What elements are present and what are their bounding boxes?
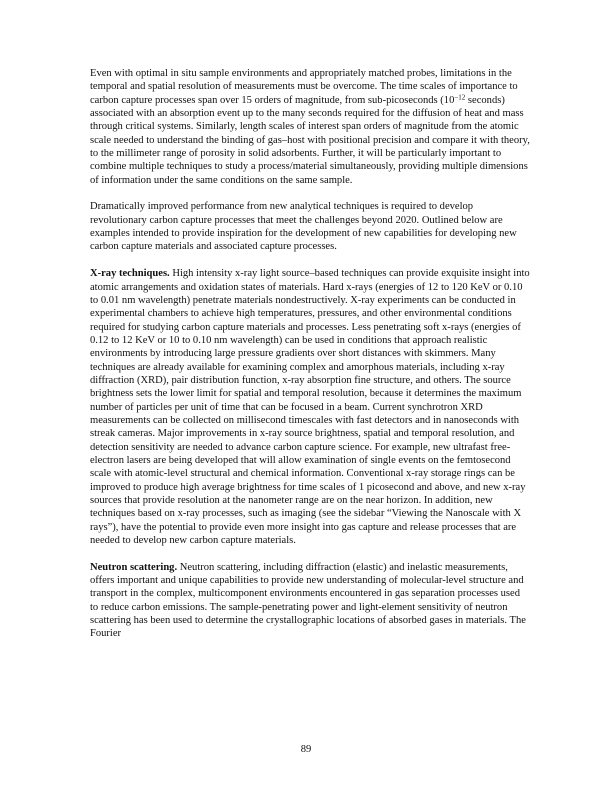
paragraph-improved-performance — [90, 200, 530, 253]
paragraph-text: seconds) associated with an absorption event up to the many seconds required for the diffusion of heat and mass through critical systems. Similarly, length scales of interest span orders of magnitude from the atomic scale needed to understand the binding of gas–host with positional precision and compare it with theory, to the millimeter range of porosity in solid adsorbents. Further, it will be particularly important to combine multiple techniques to study a process/material simultaneously, providing multiple dimensions of information under the same conditions on the same sample. — [90, 94, 530, 186]
page-body — [90, 67, 530, 654]
paragraph-text: Dramatically improved performance from new analytical techniques is required to develop revolutionary carbon capture processes that meet the challenges beyond 2020. Outlined below are examples intended to provide inspiration for the development of new capabilities for developing new carbon capture materials and associated capture processes. — [90, 201, 517, 253]
paragraph-neutron-scattering — [90, 561, 530, 641]
page-number: 89 — [300, 744, 312, 755]
paragraph-resolution-limits — [90, 67, 530, 187]
paragraph-text: Neutron scattering, including diffraction (elastic) and inelastic measurements, offers important and unique capabilities to provide new understanding of molecular-level structure and transport in the complex, multicomponent environments encountered in gas separation processes used to reduce carbon emissions. The sample-penetrating power and light-element sensitivity of neutron scattering has been used to determine the crystallographic locations of absorbed gases in materials. The Fourier — [90, 561, 526, 640]
paragraph-xray-techniques — [90, 267, 530, 547]
section-heading-neutron: Neutron scattering. — [90, 561, 178, 573]
paragraph-text: High intensity x-ray light source–based techniques can provide exquisite insight into atomic arrangements and oxidation states of materials. Hard x-rays (energies of 12 to 120 KeV or 0.10 to 0.01 nm wavelength) penetrate materials nondestructively. X-ray experiments can be conducted in experimental chambers to achieve high temperatures, pressures, and other environmental conditions required for studying carbon capture materials and processes. Less penetrating soft x-rays (energies of 0.12 to 12 KeV or 10 to 0.10 nm wavelength) can be used in conditions that approach realistic environments by introducing large pressure gradients over short distances with skimmers. Many techniques are already available for examining complex and amorphous materials, including x-ray diffraction (XRD), pair distribution function, x-ray absorption fine structure, and others. The source brightness sets the lower limit for spatial and temporal resolution, because it determines the maximum number of particles per unit of time that can be focused in a beam. Current synchrotron XRD measurements can be collected on millisecond timescales with fast detectors and in nanoseconds with streak cameras. Major improvements in x-ray source brightness, spatial and temporal resolution, and detection sensitivity are needed to advance carbon capture science. For example, new ultrafast free-electron lasers are being developed that will allow examination of single events on the femtosecond scale with atomic-level structural and chemical information. Conventional x-ray storage rings can be improved to produce high average brightness for time scales of 1 picosecond and above, and new x-ray sources that provide resolution at the nanometer range are on the near horizon. In addition, new techniques based on x-ray processes, such as imaging (see the sidebar “Viewing the Nanoscale with X rays”), have the potential to provide even more insight into gas capture and release processes that are needed to develop new carbon capture materials. — [90, 268, 530, 547]
section-heading-xray: X-ray techniques. — [90, 268, 170, 280]
exponent: −12 — [454, 93, 466, 102]
paragraph-text: Even with optimal in situ sample environments and appropriately matched probes, limitations in the temporal and spatial resolution of measurements must be overcome. The time scales of importance to carbon capture processes span over 15 orders of magnitude, from sub-picoseconds (10 — [90, 68, 518, 106]
